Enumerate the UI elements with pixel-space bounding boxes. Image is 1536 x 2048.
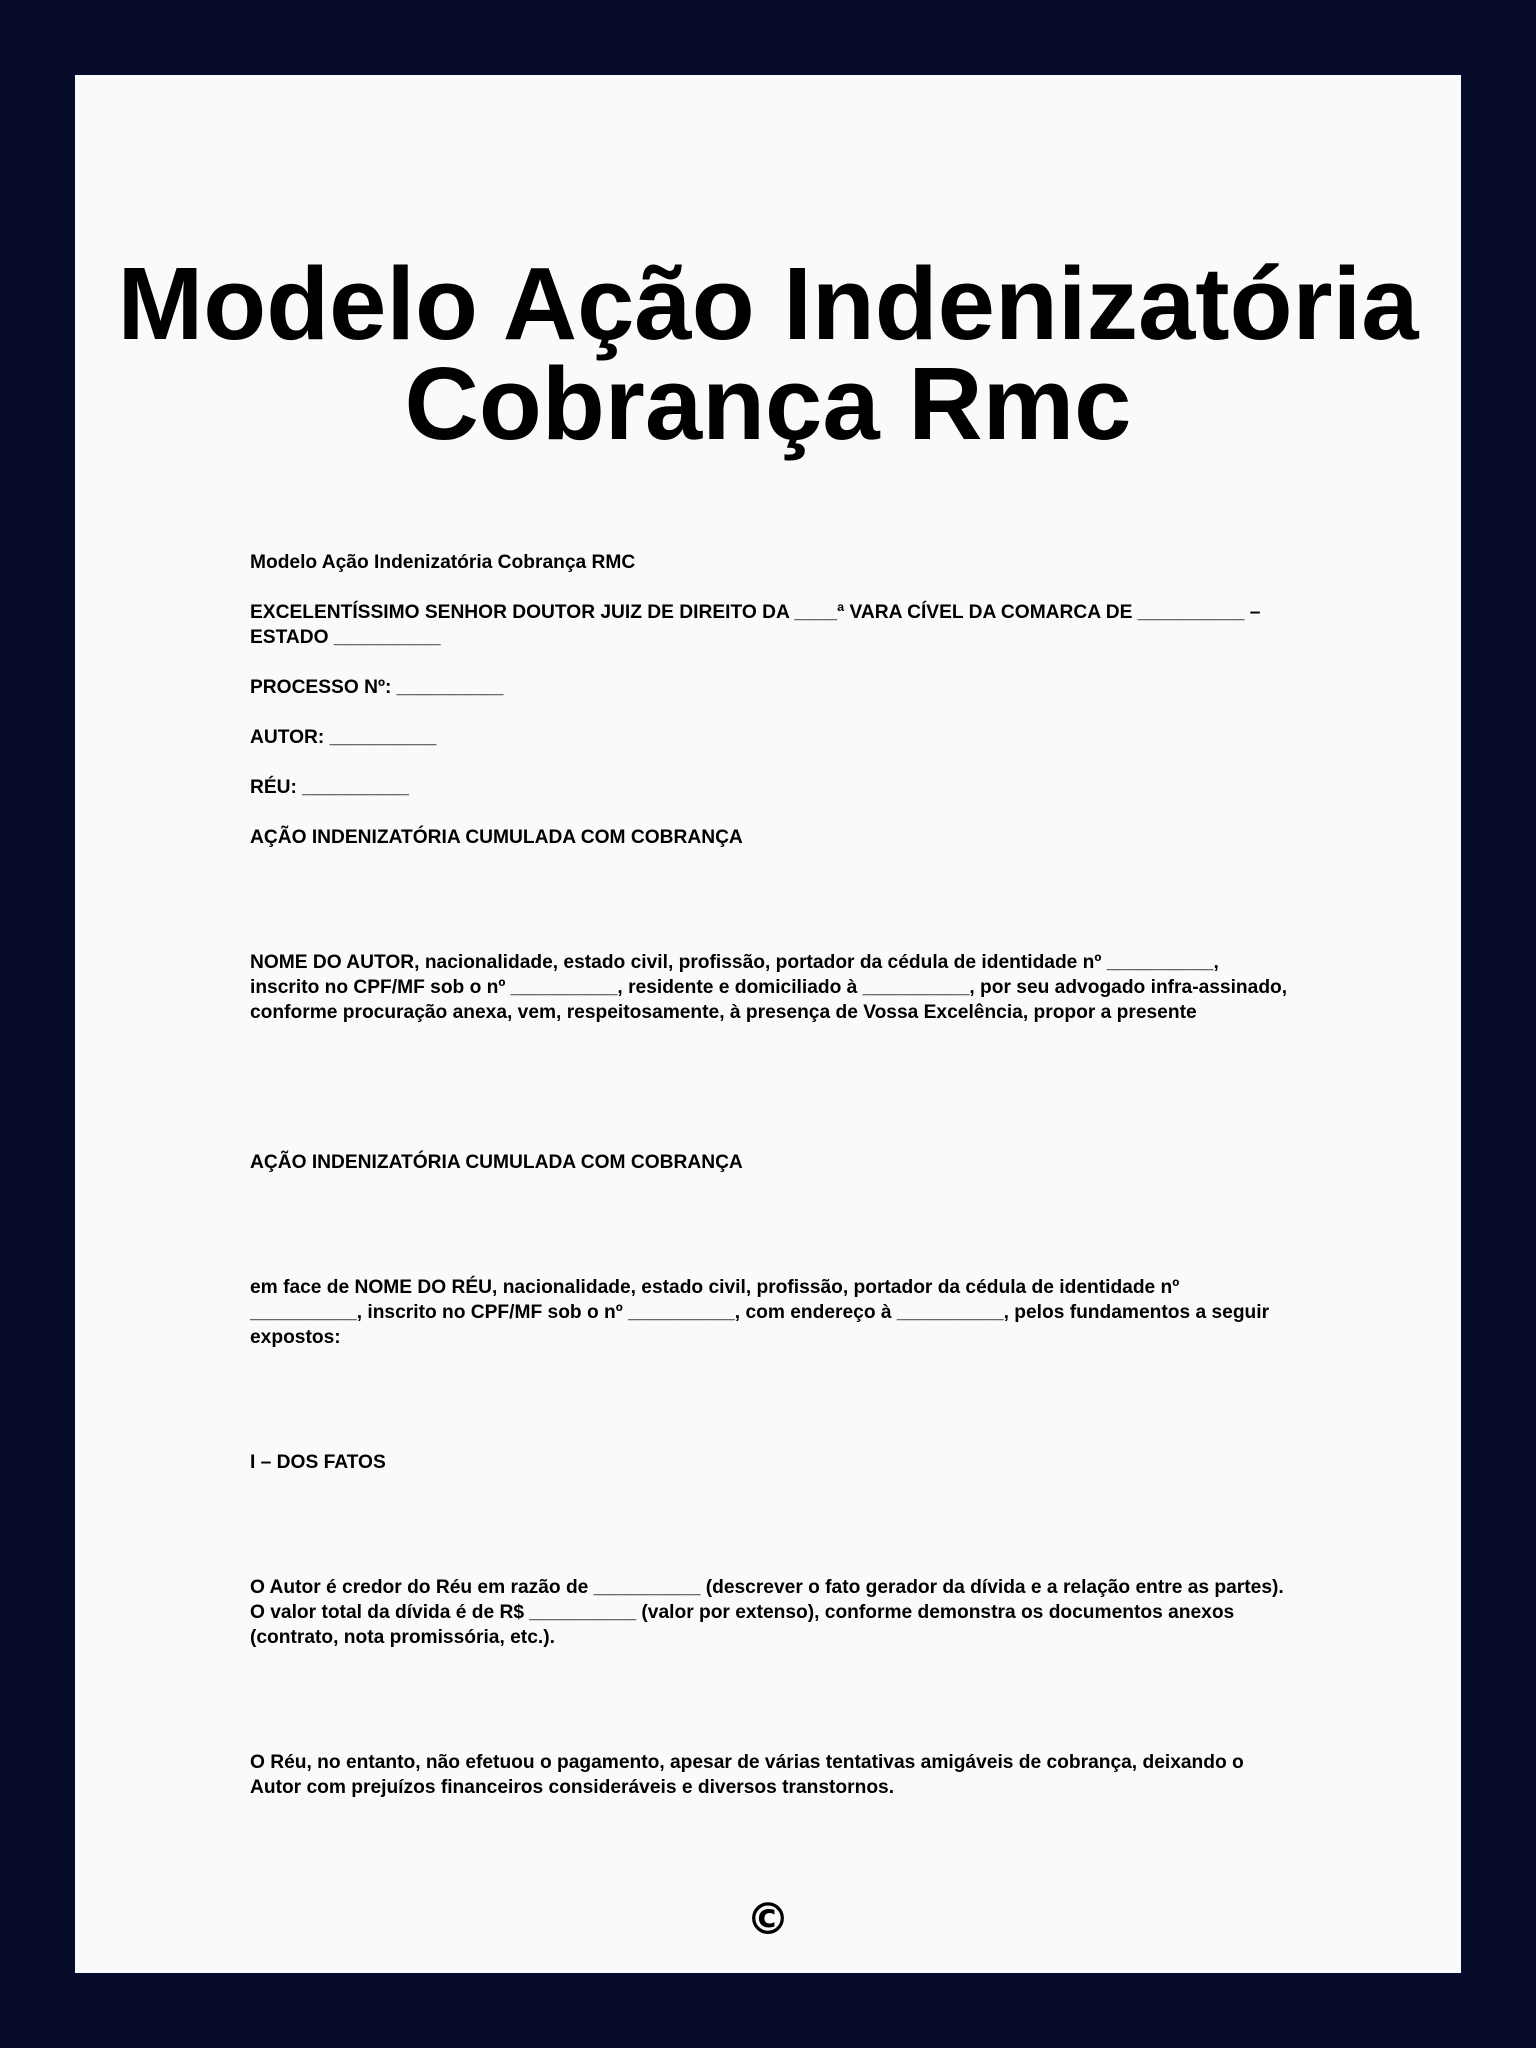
doc-addressee: EXCELENTÍSSIMO SENHOR DOUTOR JUIZ DE DIREITO DA ____ª VARA CÍVEL DA COMARCA DE __________ – ESTADO __________ (250, 602, 1261, 648)
copyright-icon: © (746, 1894, 790, 1945)
doc-heading-model: Modelo Ação Indenizatória Cobrança RMC (250, 552, 636, 573)
doc-action-title-2: AÇÃO INDENIZATÓRIA CUMULADA COM COBRANÇA (250, 1152, 743, 1173)
doc-defendant-qualification: em face de NOME DO RÉU, nacionalidade, estado civil, profissão, portador da cédula de identidade nº __________, inscrito no CPF/MF sob o nº __________, com endereço à __________, pelos fundamentos a seguir expostos: (250, 1277, 1270, 1348)
doc-action-title-1: AÇÃO INDENIZATÓRIA CUMULADA COM COBRANÇA (250, 827, 743, 848)
doc-facts-paragraph-1: O Autor é credor do Réu em razão de __________ (descrever o fato gerador da dívida e a relação entre as partes). O valor total da dívida é de R$ __________ (valor por extenso), conforme demonstra os documentos anexos (contrato, nota promissória, etc.). (250, 1577, 1284, 1648)
doc-section-facts: I – DOS FATOS (250, 1452, 386, 1473)
doc-author-qualification: NOME DO AUTOR, nacionalidade, estado civil, profissão, portador da cédula de identidade nº __________, inscrito no CPF/MF sob o nº __________, residente e domiciliado à __________, por seu advogado infra-assinado, conforme procuração anexa, vem, respeitosamente, à presença de Vossa Excelência, propor a presente (250, 952, 1288, 1023)
document-page (75, 75, 1461, 1973)
document-title: Modelo Ação Indenizatória Cobrança Rmc (117, 246, 1419, 461)
doc-author: AUTOR: __________ (250, 727, 437, 748)
doc-process-number: PROCESSO Nº: __________ (250, 677, 504, 698)
doc-defendant: RÉU: __________ (250, 777, 409, 798)
doc-facts-paragraph-2: O Réu, no entanto, não efetuou o pagamento, apesar de várias tentativas amigáveis de cobrança, deixando o Autor com prejuízos financeiros consideráveis e diversos transtornos. (250, 1752, 1244, 1798)
